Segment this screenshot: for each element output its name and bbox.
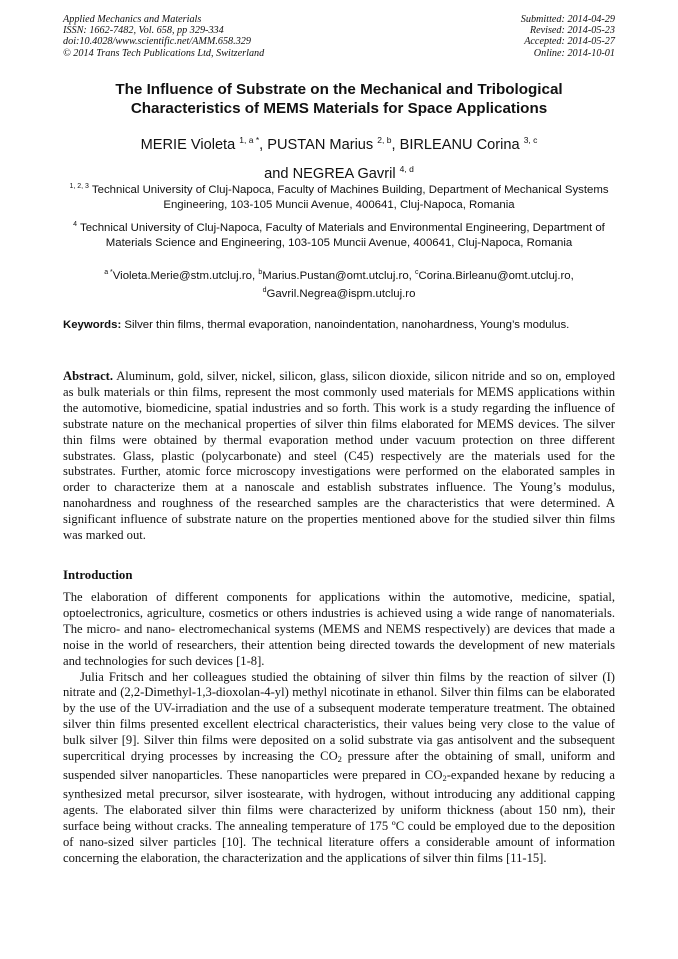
abstract-label: Abstract. [63,369,114,383]
affiliation-text: Technical University of Cluj-Napoca, Faculty of Materials and Environmental Engineering, Department of Materials Science and Engineering, 103-105 Muncii Avenue, 400641, Cluj-Napoca, Romania [80,222,605,249]
affiliation-text: Technical University of Cluj-Napoca, Faculty of Machines Building, Department of Mechanical Systems Engineering, 103-105 Muncii Avenue, 400641, Cluj-Napoca, Romania [91,184,609,211]
date-revised: Revised: 2014-05-23 [529,25,615,37]
affiliation-2 [63,218,615,250]
introduction-body [63,590,615,866]
date-online: Online: 2014-10-01 [533,47,615,59]
journal-info-header [63,14,264,59]
affiliation-mark: 4 [73,221,78,228]
dates-header [521,14,615,59]
introduction-paragraph-1: The elaboration of different components for applications within the automotive, medicine, spatial, optoelectronics, agriculture, cosmetics or others industries is achieved using a wide range of nanomaterials. The micro- and nano- electromechanical systems (MEMS and NEMS respectively) are devices that made a noise in the world of researchers, their attention being directed towards the development of new materials and technologies for such devices [1-8]. [63,590,615,668]
section-heading-introduction: Introduction [63,568,133,582]
journal-name: Applied Mechanics and Materials [63,14,202,25]
keywords-text: Silver thin films, thermal evaporation, nanoindentation, nanohardness, Young’s modulus. [124,319,570,331]
paragraph-text: -expanded hexane by reducing a synthesized metal precursor, silver isostearate, with hydrogen, without introducing any additional capping agents. The elaborated silver thin films were characterized by uniform thickness (about 150 nm), their surface being without cracks. The annealing temperature of 175 ºC could be employed due to the deposition of nano-sized silver particles [10]. The technical literature offers a considerable amount of information concerning the elaboration, the characterization and the applications of silver thin films [11-15]. [63,767,615,865]
author-affiliation-mark: 4, d [399,164,414,174]
keywords [63,318,615,333]
email-mark: a * [104,269,113,276]
subscript: 2 [337,754,342,765]
email-mark: b [258,269,263,276]
paragraph-text: Julia Fritsch and her colleagues studied the obtaining of silver thin films by the reaction of silver (I) nitrate and (2,2-Dimethyl-1,3-dioxolan-4-yl) methyl nicotinate in ethanol. Silver thin films can be elaborated by the use of the UV-irradiation and the use of a subsequent moderate temperature treatment. The obtained silver thin films presented excellent electrical characteristics, their values being very close to the value of bulk silver [9]. Silver thin films were deposited on a solid substrate via gas antisolvent and the subsequent supercritical drying processes by increasing the CO [63,669,615,764]
author-name: PUSTAN Marius [267,137,374,153]
author-conjunction: and [264,166,289,182]
email-link[interactable]: Marius.Pustan@omt.utcluj.ro, [262,270,412,282]
author-affiliation-mark: 2, b [377,135,392,145]
abstract-text: Aluminum, gold, silver, nickel, silicon, glass, silicon dioxide, silicon nitride and so on, employed as bulk materials or thin films, represent the most commonly used materials for MEMS applications within the automotive, biomedicine, spatial industries and so forth. This work is a study regarding the influence of substrate nature on the mechanical properties of silver thin films elaborated for MEMS devices. The silver thin films were obtained by thermal evaporation method under vacuum protection on three different substrates. Glass, plastic (polycarbonate) and steel (C45) respectively are the materials used for the substrates. Further, atomic force microscopy investigations were performed on the elaborated samples in order to characterize them at a nanoscale and establish substrates influence. The Young’s modulus, nanohardness and roughness of the researched samples are the characteristics that were determined. A significant influence of substrate nature on the properties mentioned above for the studied silver thin films was marked out. [63,369,615,543]
author-name: NEGREA Gavril [292,166,396,182]
date-submitted: Submitted: 2014-04-29 [520,14,615,25]
journal-issn: ISSN: 1662-7482, Vol. 658, pp 329-334 [63,25,224,37]
journal-doi: doi:10.4028/www.scientific.net/AMM.658.329 [63,36,251,48]
paper-title [63,80,615,118]
author-line-1: MERIE Violeta $^{1, a *}$, PUSTAN Marius $^{2, b}$, BIRLEANU Corina $^{3, c}$ [140,135,538,153]
affiliation-mark: 1, 2, 3 [69,183,89,190]
journal-copyright: © 2014 Trans Tech Publications Ltd, Switzerland [63,47,265,59]
author-emails [63,266,615,301]
email-link[interactable]: Violeta.Merie@stm.utcluj.ro, [112,270,256,282]
affiliation-1 [63,180,615,212]
keywords-label: Keywords: [63,319,122,331]
author-list [63,128,615,186]
paragraph-text: pressure after the obtaining of small, uniform and suspended silver nanoparticles. These nanoparticles were prepared in CO [63,749,615,782]
paper-title-line-2: Characteristics of MEMS Materials for Space Applications [130,100,548,117]
email-mark: d [262,286,267,294]
author-affiliation-mark: 3, c [523,135,538,145]
email-link[interactable]: Gavril.Negrea@ispm.utcluj.ro [266,287,416,300]
email-mark: c [415,269,419,276]
introduction-paragraph-2 [63,670,615,867]
abstract [63,369,615,544]
paper-title-line-1: The Influence of Substrate on the Mechanical and Tribological [115,81,563,98]
author-name: MERIE Violeta [140,137,236,153]
email-link[interactable]: Corina.Birleanu@omt.utcluj.ro, [418,270,574,282]
author-name: BIRLEANU Corina [399,137,520,153]
author-affiliation-mark: 1, a * [239,135,260,145]
subscript: 2 [442,772,447,783]
date-accepted: Accepted: 2014-05-27 [524,36,615,48]
